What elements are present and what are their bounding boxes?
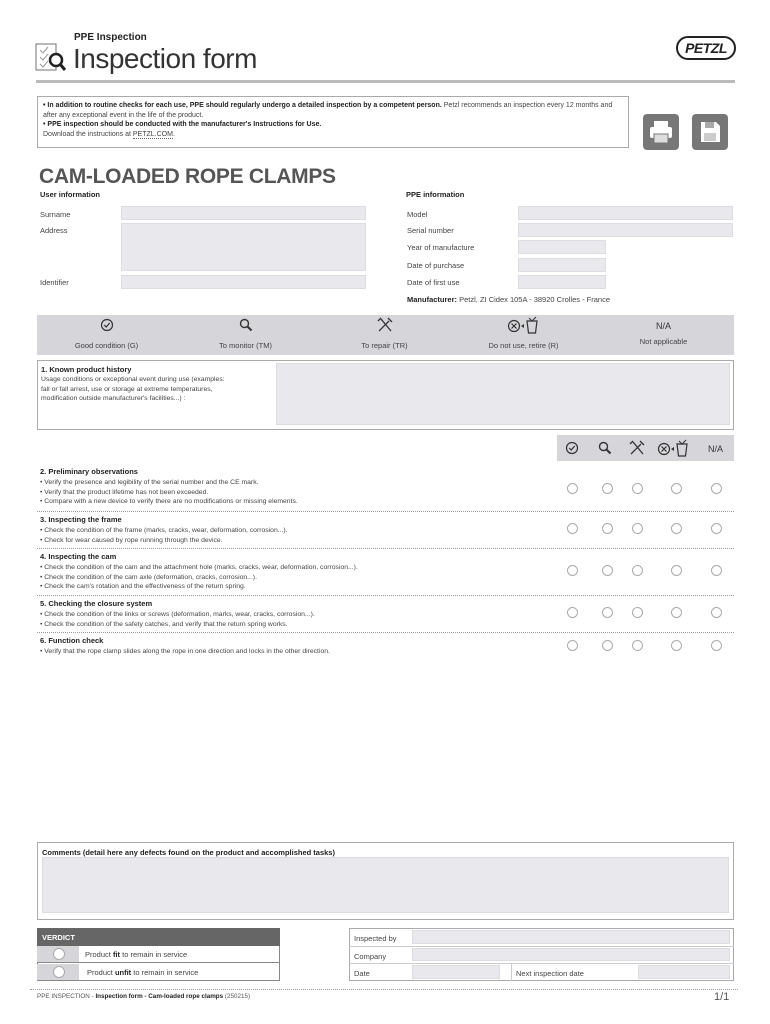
check-circle-icon bbox=[565, 441, 579, 455]
magnifier-icon bbox=[239, 318, 253, 332]
s6-good-radio[interactable] bbox=[567, 640, 578, 651]
footer-rule bbox=[30, 989, 738, 990]
s5-good-radio[interactable] bbox=[567, 607, 578, 618]
first-use-label: Date of first use bbox=[407, 278, 460, 287]
unfit-bold: unfit bbox=[114, 968, 132, 977]
section-5-title: 5. Checking the closure system bbox=[40, 599, 153, 608]
surname-field[interactable] bbox=[121, 206, 366, 220]
model-label: Model bbox=[407, 210, 428, 219]
legend-monitor-label: To monitor (TM) bbox=[219, 341, 272, 350]
date-field[interactable] bbox=[412, 965, 500, 979]
address-label: Address bbox=[40, 226, 68, 235]
history-title: 1. Known product history bbox=[41, 365, 132, 374]
printer-icon bbox=[643, 114, 679, 150]
section-5 bbox=[40, 599, 315, 629]
section-3 bbox=[40, 515, 288, 545]
unfit-radio[interactable] bbox=[53, 966, 65, 978]
unfit-radio-cell bbox=[37, 964, 79, 980]
col-monitor bbox=[598, 441, 612, 460]
unfit-label bbox=[87, 968, 198, 977]
legend-na-symbol: N/A bbox=[655, 321, 671, 331]
floppy-disk-icon bbox=[692, 114, 728, 150]
legend-na bbox=[593, 321, 734, 346]
fit-radio-cell bbox=[37, 946, 79, 962]
s5-retire-radio[interactable] bbox=[671, 607, 682, 618]
footer-prefix: PPE INSPECTION - bbox=[37, 993, 96, 1000]
notice-line1-bold: • In addition to routine checks for each use, PPE should regularly undergo a detailed inspection by a competent person. bbox=[43, 102, 442, 109]
section-5-item-1: • Check the condition of the links or screws (deformation, marks, wear, cracks, corrosion...). bbox=[40, 611, 315, 618]
purchase-field[interactable] bbox=[518, 258, 606, 272]
fit-bold: fit bbox=[112, 950, 121, 959]
s3-repair-radio[interactable] bbox=[632, 523, 643, 534]
s3-retire-radio[interactable] bbox=[671, 523, 682, 534]
comments-field[interactable] bbox=[42, 857, 729, 913]
company-field[interactable] bbox=[412, 948, 730, 961]
s2-monitor-radio[interactable] bbox=[602, 483, 613, 494]
year-field[interactable] bbox=[518, 240, 606, 254]
s4-monitor-radio[interactable] bbox=[602, 565, 613, 576]
s6-monitor-radio[interactable] bbox=[602, 640, 613, 651]
legend-repair-label: To repair (TR) bbox=[361, 341, 408, 350]
brand-logo bbox=[676, 36, 736, 60]
s5-na-radio[interactable] bbox=[711, 607, 722, 618]
notice-box bbox=[37, 96, 629, 148]
s4-na-radio[interactable] bbox=[711, 565, 722, 576]
notice-line2-bold: • PPE inspection should be conducted with the manufacturer's Instructions for Use. bbox=[43, 121, 322, 128]
footer-bold: Inspection form - Cam-loaded rope clamps bbox=[95, 993, 224, 1000]
footer-text bbox=[37, 993, 250, 1000]
section-2 bbox=[40, 467, 298, 507]
s3-na-radio[interactable] bbox=[711, 523, 722, 534]
section-4-title: 4. Inspecting the cam bbox=[40, 552, 117, 561]
s4-retire-radio[interactable] bbox=[671, 565, 682, 576]
col-repair bbox=[628, 439, 646, 462]
divider bbox=[37, 548, 734, 549]
purchase-label: Date of purchase bbox=[407, 261, 465, 270]
signoff-row-divider bbox=[349, 963, 734, 964]
s2-good-radio[interactable] bbox=[567, 483, 578, 494]
divider bbox=[37, 511, 734, 512]
brand-name: PETZL bbox=[685, 40, 727, 56]
legend-retire-label: Do not use, retire (R) bbox=[488, 341, 559, 350]
page-number: 1/1 bbox=[714, 991, 730, 1003]
s5-monitor-radio[interactable] bbox=[602, 607, 613, 618]
s2-na-radio[interactable] bbox=[711, 483, 722, 494]
signoff-col-divider bbox=[511, 963, 512, 981]
fit-pre: Product bbox=[85, 950, 113, 959]
section-2-item-1: • Verify the presence and legibility of the serial number and the CE mark. bbox=[40, 479, 259, 486]
date-label: Date bbox=[354, 969, 370, 978]
notice-line1-rest: Petzl recommends an inspection every 12 months and after any exceptional event in the life of the product. bbox=[43, 102, 613, 119]
section-4 bbox=[40, 552, 358, 592]
s4-good-radio[interactable] bbox=[567, 565, 578, 576]
divider bbox=[37, 595, 734, 596]
inspected-by-label: Inspected by bbox=[354, 934, 397, 943]
header-rule bbox=[36, 80, 735, 83]
section-3-title: 3. Inspecting the frame bbox=[40, 515, 122, 524]
address-field[interactable] bbox=[121, 223, 366, 271]
signoff-row-divider bbox=[349, 946, 734, 947]
s5-repair-radio[interactable] bbox=[632, 607, 643, 618]
notice-line3-prefix: Download the instructions at bbox=[43, 130, 133, 138]
legend-good-label: Good condition (G) bbox=[74, 341, 139, 350]
section-4-item-2: • Check the condition of the cam axle (deformation, cracks, corrosion...). bbox=[40, 573, 257, 581]
section-3-item-1: • Check the condition of the frame (marks, cracks, wear, deformation, corrosion...). bbox=[40, 527, 288, 534]
year-label: Year of manufacture bbox=[407, 243, 475, 252]
section-4-item-1: • Check the condition of the cam and the attachment hole (marks, cracks, wear, deformation, corrosion...). bbox=[40, 564, 358, 571]
first-use-field[interactable] bbox=[518, 275, 606, 289]
fit-radio[interactable] bbox=[53, 948, 65, 960]
legend-na-label: Not applicable bbox=[639, 337, 688, 346]
section-6-title: 6. Function check bbox=[40, 636, 104, 645]
legend-repair bbox=[315, 316, 454, 350]
product-title: CAM-LOADED ROPE CLAMPS bbox=[39, 165, 336, 188]
history-text-2: fall or fall arrest, use or storage at extreme temperatures, bbox=[41, 385, 213, 393]
s3-good-radio[interactable] bbox=[567, 523, 578, 534]
page-title: Inspection form bbox=[73, 43, 257, 74]
verdict-unfit-row bbox=[37, 964, 280, 981]
manufacturer-line bbox=[407, 295, 610, 304]
verdict-fit-row bbox=[37, 946, 280, 963]
print-button[interactable] bbox=[643, 114, 679, 150]
next-date-field[interactable] bbox=[638, 965, 730, 979]
section-5-item-2: • Check the condition of the safety catches, and verify that the return spring works. bbox=[40, 620, 288, 628]
section-2-item-3: • Compare with a new device to verify there are no modifications or missing elements. bbox=[40, 498, 298, 505]
s4-repair-radio[interactable] bbox=[632, 565, 643, 576]
history-text bbox=[41, 375, 225, 404]
history-text-1: Usage conditions or exceptional event during use (examples: bbox=[41, 376, 225, 383]
ppe-info-heading: PPE information bbox=[406, 190, 465, 199]
notice-line3-suffix: . bbox=[172, 130, 175, 138]
surname-label: Surname bbox=[40, 210, 71, 219]
serial-label: Serial number bbox=[407, 226, 454, 235]
verdict-title: VERDICT bbox=[42, 933, 75, 942]
history-text-3: modification outside manufacturer's facilities...) : bbox=[41, 395, 186, 402]
comments-title: Comments (detail here any defects found on the product and accomplished tasks) bbox=[42, 848, 335, 857]
retire-bin-icon bbox=[657, 439, 691, 457]
save-button[interactable] bbox=[692, 114, 728, 150]
check-circle-icon bbox=[100, 318, 114, 332]
s2-retire-radio[interactable] bbox=[671, 483, 682, 494]
history-field[interactable] bbox=[276, 363, 730, 425]
tools-icon bbox=[376, 316, 394, 334]
unfit-post: to remain in service bbox=[131, 968, 199, 977]
legend-monitor bbox=[176, 318, 315, 350]
s6-na-radio[interactable] bbox=[711, 640, 722, 651]
section-4-item-3: • Check the cam's rotation and the effectiveness of the return spring. bbox=[40, 583, 246, 590]
section-6 bbox=[40, 636, 330, 657]
identifier-field[interactable] bbox=[121, 275, 366, 289]
col-retire bbox=[657, 439, 691, 462]
next-date-label: Next inspection date bbox=[516, 969, 584, 978]
verdict-header bbox=[37, 928, 280, 946]
inspected-by-field[interactable] bbox=[412, 930, 730, 944]
unfit-pre: Product bbox=[87, 968, 115, 977]
form-logo-icon bbox=[34, 40, 68, 74]
s6-retire-radio[interactable] bbox=[671, 640, 682, 651]
model-field[interactable] bbox=[518, 206, 733, 220]
retire-bin-icon bbox=[507, 316, 541, 334]
section-6-item-1: • Verify that the rope clamp slides along the rope in one direction and locks in the other direction. bbox=[40, 648, 330, 655]
fit-label bbox=[85, 950, 187, 959]
section-2-item-2: • Verify that the product lifetime has not been exceeded. bbox=[40, 488, 209, 496]
divider bbox=[37, 632, 734, 633]
tools-icon bbox=[628, 439, 646, 457]
s3-monitor-radio[interactable] bbox=[602, 523, 613, 534]
section-2-title: 2. Preliminary observations bbox=[40, 467, 138, 476]
legend-good bbox=[37, 318, 176, 350]
section-3-item-2: • Check for wear caused by rope running through the device. bbox=[40, 536, 223, 544]
header-kicker: PPE Inspection bbox=[74, 32, 147, 43]
s2-repair-radio[interactable] bbox=[632, 483, 643, 494]
s6-repair-radio[interactable] bbox=[632, 640, 643, 651]
footer-code: (250215) bbox=[223, 993, 251, 1000]
legend-retire bbox=[454, 316, 593, 350]
manufacturer-value: Petzl, ZI Cidex 105A - 38920 Crolles - France bbox=[457, 295, 611, 304]
petzl-link[interactable]: PETZL.COM bbox=[132, 130, 173, 138]
user-info-heading: User information bbox=[40, 190, 101, 199]
manufacturer-label: Manufacturer: bbox=[407, 295, 458, 304]
magnifier-icon bbox=[598, 441, 612, 455]
col-good bbox=[565, 441, 579, 460]
col-na: N/A bbox=[708, 444, 724, 454]
serial-field[interactable] bbox=[518, 223, 733, 237]
fit-post: to remain in service bbox=[120, 950, 188, 959]
company-label: Company bbox=[354, 952, 387, 961]
identifier-label: Identifier bbox=[40, 278, 69, 287]
